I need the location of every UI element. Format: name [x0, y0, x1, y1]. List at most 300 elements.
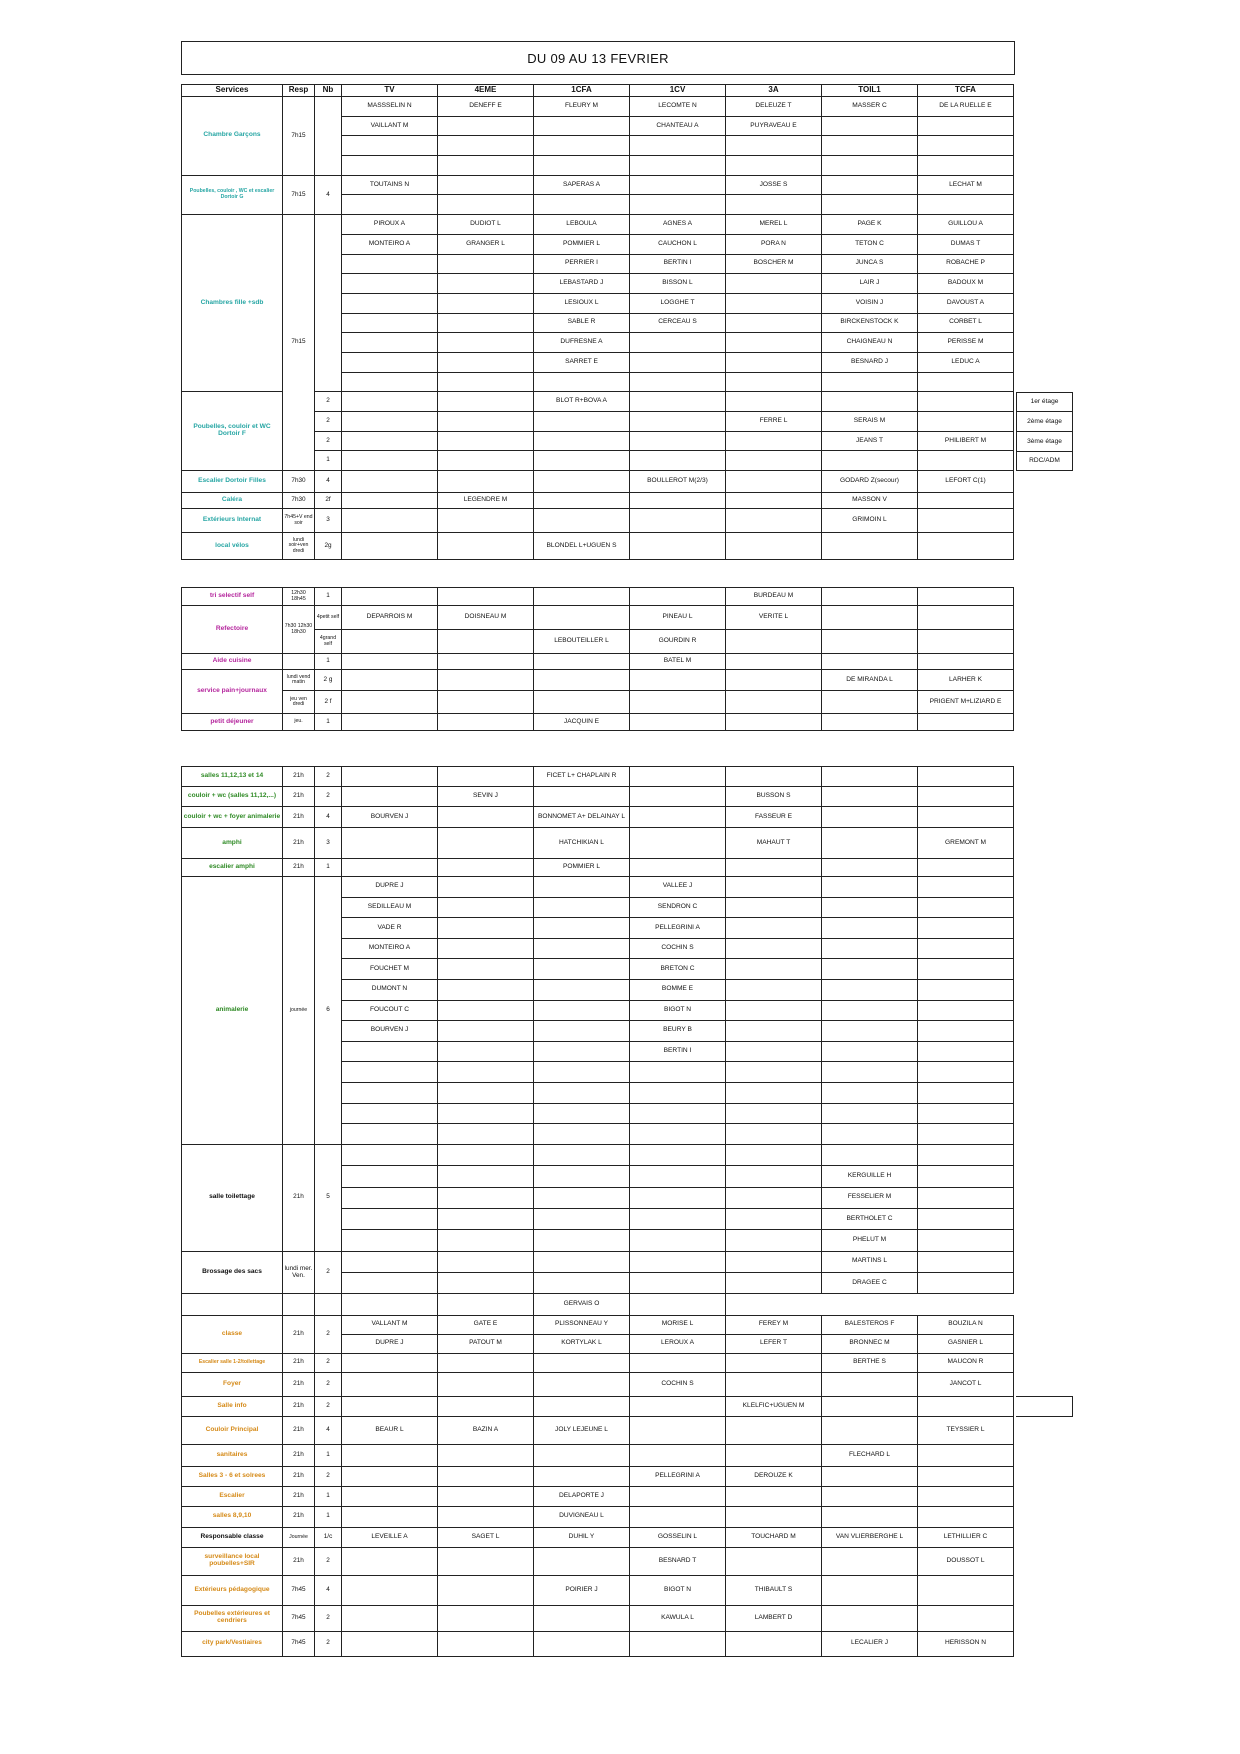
empty-slot-cell — [438, 451, 534, 471]
count-cell: 2 — [315, 1466, 342, 1486]
student-name-cell: LESIOUX L — [534, 293, 630, 313]
service-label: Poubelles extérieures et cendriers — [182, 1605, 283, 1631]
schedule-row — [182, 175, 1014, 195]
student-name-cell: SAGET L — [438, 1527, 534, 1547]
schedule-table-3 — [181, 766, 1014, 1657]
empty-slot-cell — [630, 451, 726, 471]
empty-slot-cell — [342, 1486, 438, 1506]
count-cell: 2 — [315, 1353, 342, 1372]
student-name-cell: DOISNEAU M — [438, 606, 534, 630]
student-name-cell: BERTHE S — [822, 1353, 918, 1372]
count-cell: 2 — [315, 787, 342, 807]
count-cell: 4 — [315, 471, 342, 493]
service-label: amphi — [182, 828, 283, 859]
empty-slot-cell — [534, 1103, 630, 1124]
empty-slot-cell — [822, 1372, 918, 1396]
empty-slot-cell — [918, 1251, 1014, 1272]
empty-slot-cell — [534, 654, 630, 670]
student-name-cell: DE LA RUELLE E — [918, 97, 1014, 117]
empty-slot-cell — [822, 1396, 918, 1416]
empty-slot-cell — [918, 588, 1014, 606]
empty-slot-cell — [822, 897, 918, 918]
empty-slot-cell — [726, 630, 822, 654]
empty-slot-cell — [822, 533, 918, 560]
empty-slot-cell — [726, 1273, 822, 1294]
student-name-cell: POIRIER J — [534, 1575, 630, 1605]
resp-time-cell: 21h — [283, 859, 315, 877]
schedule-row — [182, 533, 1014, 560]
student-name-cell: DENEFF E — [438, 97, 534, 117]
schedule-row — [182, 1605, 1014, 1631]
count-cell: 4petit self — [315, 606, 342, 630]
empty-slot-cell — [918, 859, 1014, 877]
student-name-cell: MAHAUT T — [726, 828, 822, 859]
empty-slot-cell — [630, 533, 726, 560]
count-cell: 1 — [315, 451, 342, 471]
student-name-cell: BAZIN A — [438, 1416, 534, 1444]
empty-slot-cell — [342, 533, 438, 560]
count-cell — [315, 215, 342, 392]
empty-slot-cell — [630, 195, 726, 215]
service-label: service pain+journaux — [182, 670, 283, 714]
count-cell: 3 — [315, 509, 342, 533]
resp-time-cell: 7h45 — [283, 1605, 315, 1631]
page-title: DU 09 AU 13 FEVRIER — [181, 41, 1015, 75]
empty-slot-cell — [630, 670, 726, 691]
student-name-cell: LAMBERT D — [726, 1605, 822, 1631]
empty-slot-cell — [342, 828, 438, 859]
schedule-row — [182, 1396, 1014, 1416]
student-name-cell: BIGOT N — [630, 1575, 726, 1605]
student-name-cell: HERISSON N — [918, 1631, 1014, 1656]
empty-slot-cell — [630, 1506, 726, 1527]
empty-slot-cell — [438, 1273, 534, 1294]
empty-slot-cell — [822, 156, 918, 176]
empty-slot-cell — [534, 1547, 630, 1575]
service-label: Extérieurs Internat — [182, 509, 283, 533]
empty-slot-cell — [342, 392, 438, 412]
schedule-row — [182, 877, 1014, 898]
empty-slot-cell — [534, 1062, 630, 1083]
empty-slot-cell — [726, 1230, 822, 1251]
student-name-cell: FESSELIER M — [822, 1187, 918, 1208]
student-name-cell: JOSSE S — [726, 175, 822, 195]
service-label: Foyer — [182, 1372, 283, 1396]
empty-slot-cell — [534, 1372, 630, 1396]
empty-slot-cell — [342, 691, 438, 714]
schedule-row — [182, 828, 1014, 859]
empty-slot-cell — [438, 1000, 534, 1021]
student-name-cell: FOUCHET M — [342, 959, 438, 980]
student-name-cell: DE MIRANDA L — [822, 670, 918, 691]
empty-slot-cell — [342, 493, 438, 509]
empty-slot-cell — [438, 938, 534, 959]
empty-slot-cell — [822, 1144, 918, 1165]
student-name-cell: LECHAT M — [918, 175, 1014, 195]
empty-slot-cell — [822, 372, 918, 392]
count-cell: 1 — [315, 714, 342, 731]
resp-time-cell: 21h — [283, 1144, 315, 1251]
empty-slot-cell — [438, 136, 534, 156]
empty-slot-cell — [726, 918, 822, 939]
resp-time-cell — [283, 654, 315, 670]
empty-slot-cell — [822, 828, 918, 859]
empty-slot-cell — [726, 1103, 822, 1124]
resp-time-cell: 21h — [283, 807, 315, 828]
empty-slot-cell — [438, 372, 534, 392]
column-header-1cv: 1CV — [630, 85, 726, 97]
schedule-row — [182, 1315, 1014, 1334]
empty-slot-cell — [918, 451, 1014, 471]
student-name-cell: PLISSONNEAU Y — [534, 1315, 630, 1334]
empty-slot-cell — [918, 1124, 1014, 1145]
empty-slot-cell — [342, 1187, 438, 1208]
student-name-cell: BOSCHER M — [726, 254, 822, 274]
student-name-cell: CHAIGNEAU N — [822, 333, 918, 353]
student-name-cell: DUMONT N — [342, 979, 438, 1000]
empty-slot-cell — [342, 1103, 438, 1124]
resp-time-cell: 21h — [283, 1396, 315, 1416]
student-name-cell: JEANS T — [822, 431, 918, 451]
resp-time-cell: lundi soir+ven dredi — [283, 533, 315, 560]
empty-slot-cell — [342, 1506, 438, 1527]
student-name-cell: PRIGENT M+LIZIARD E — [918, 691, 1014, 714]
count-cell: 2 — [315, 1605, 342, 1631]
empty-slot-cell — [630, 767, 726, 787]
schedule-row — [182, 1527, 1014, 1547]
student-name-cell: ROBACHE P — [918, 254, 1014, 274]
empty-slot-cell — [726, 195, 822, 215]
student-name-cell: BRETON C — [630, 959, 726, 980]
empty-slot-cell — [630, 1166, 726, 1187]
student-name-cell: DUPRE J — [342, 1334, 438, 1353]
empty-slot-cell — [822, 1103, 918, 1124]
empty-slot-cell — [438, 1444, 534, 1466]
student-name-cell: VAILLANT M — [342, 116, 438, 136]
empty-slot-cell — [283, 1294, 315, 1315]
student-name-cell: DELAPORTE J — [534, 1486, 630, 1506]
empty-slot-cell — [918, 1486, 1014, 1506]
empty-slot-cell — [438, 654, 534, 670]
student-name-cell: GOSSELIN L — [630, 1527, 726, 1547]
student-name-cell: DUHIL Y — [534, 1527, 630, 1547]
empty-slot-cell — [918, 195, 1014, 215]
resp-time-cell: 21h — [283, 1444, 315, 1466]
student-name-cell: LEFORT C(1) — [918, 471, 1014, 493]
student-name-cell: GATE E — [438, 1315, 534, 1334]
student-name-cell: MASSSELIN N — [342, 97, 438, 117]
empty-slot-cell — [438, 714, 534, 731]
empty-slot-cell — [822, 1575, 918, 1605]
empty-slot-cell — [726, 293, 822, 313]
empty-slot-cell — [726, 431, 822, 451]
student-name-cell: SEDILLEAU M — [342, 897, 438, 918]
empty-slot-cell — [726, 767, 822, 787]
student-name-cell: DEPARROIS M — [342, 606, 438, 630]
service-label: couloir + wc + foyer animalerie — [182, 807, 283, 828]
empty-slot-cell — [534, 1230, 630, 1251]
service-label: Refectoire — [182, 606, 283, 654]
empty-slot-cell — [534, 588, 630, 606]
schedule-row — [182, 1353, 1014, 1372]
empty-slot-cell — [438, 1166, 534, 1187]
empty-slot-cell — [438, 1187, 534, 1208]
service-label: couloir + wc (salles 11,12,...) — [182, 787, 283, 807]
empty-slot-cell — [918, 938, 1014, 959]
resp-time-cell: 21h — [283, 1466, 315, 1486]
student-name-cell: BEAUR L — [342, 1416, 438, 1444]
count-cell: 2 — [315, 1372, 342, 1396]
empty-slot-cell — [822, 1082, 918, 1103]
empty-slot-cell — [726, 1486, 822, 1506]
empty-slot-cell — [438, 1230, 534, 1251]
empty-slot-cell — [726, 533, 822, 560]
student-name-cell: JACQUIN E — [534, 714, 630, 731]
empty-slot-cell — [534, 156, 630, 176]
empty-slot-cell — [534, 136, 630, 156]
empty-slot-cell — [822, 630, 918, 654]
count-cell: 4 — [315, 175, 342, 214]
schedule-row — [182, 588, 1014, 606]
schedule-row — [182, 1416, 1014, 1444]
floor-label: 1er étage — [1016, 392, 1073, 413]
empty-slot-cell — [438, 670, 534, 691]
empty-slot-cell — [726, 1208, 822, 1229]
empty-slot-cell — [726, 451, 822, 471]
empty-slot-cell — [726, 1251, 822, 1272]
empty-slot-cell — [918, 1575, 1014, 1605]
count-cell: 2g — [315, 533, 342, 560]
empty-slot-cell — [438, 807, 534, 828]
service-label: Escalier Dortoir Filles — [182, 471, 283, 493]
student-name-cell: COCHIN S — [630, 938, 726, 959]
empty-slot-cell — [918, 136, 1014, 156]
student-name-cell: SEVIN J — [438, 787, 534, 807]
empty-slot-cell — [630, 156, 726, 176]
student-name-cell: CAUCHON L — [630, 234, 726, 254]
resp-time-cell: 7h45 — [283, 1575, 315, 1605]
service-label: surveillance local poubelles+SIR — [182, 1547, 283, 1575]
student-name-cell: VAN VLIERBERGHE L — [822, 1527, 918, 1547]
empty-slot-cell — [182, 1294, 283, 1315]
empty-slot-cell — [630, 588, 726, 606]
student-name-cell: SAPERAS A — [534, 175, 630, 195]
empty-slot-cell — [342, 1166, 438, 1187]
empty-slot-cell — [822, 691, 918, 714]
empty-slot-cell — [726, 859, 822, 877]
empty-slot-cell — [342, 293, 438, 313]
empty-slot-cell — [918, 807, 1014, 828]
empty-slot-cell — [726, 509, 822, 533]
student-name-cell: PERRIER I — [534, 254, 630, 274]
student-name-cell: LEBOULA — [534, 215, 630, 235]
student-name-cell: FICET L+ CHAPLAIN R — [534, 767, 630, 787]
empty-slot-cell — [438, 1466, 534, 1486]
service-label: Chambre Garçons — [182, 97, 283, 176]
student-name-cell: LEBOUTEILLER L — [534, 630, 630, 654]
empty-slot-cell — [822, 116, 918, 136]
student-name-cell: DOUSSOT L — [918, 1547, 1014, 1575]
empty-slot-cell — [342, 1144, 438, 1165]
empty-slot-cell — [822, 1021, 918, 1042]
empty-slot-cell — [726, 372, 822, 392]
empty-slot-cell — [918, 1208, 1014, 1229]
empty-slot-cell — [342, 1082, 438, 1103]
empty-slot-cell — [726, 670, 822, 691]
empty-slot-cell — [630, 1486, 726, 1506]
student-name-cell: BADOUX M — [918, 274, 1014, 294]
empty-slot-cell — [726, 1082, 822, 1103]
schedule-row — [182, 1547, 1014, 1575]
empty-slot-cell — [726, 313, 822, 333]
empty-slot-cell — [342, 1547, 438, 1575]
resp-time-cell: lundi mer. Ven. — [283, 1251, 315, 1294]
student-name-cell: VADE R — [342, 918, 438, 939]
empty-slot-cell — [630, 509, 726, 533]
student-name-cell: GRIMOIN L — [822, 509, 918, 533]
service-label: animalerie — [182, 877, 283, 1145]
student-name-cell: DAVOUST A — [918, 293, 1014, 313]
student-name-cell: DUVIGNEAU L — [534, 1506, 630, 1527]
student-name-cell: VOISIN J — [822, 293, 918, 313]
count-cell: 2 — [315, 412, 342, 432]
empty-slot-cell — [822, 787, 918, 807]
empty-slot-cell — [342, 274, 438, 294]
student-name-cell: THIBAULT S — [726, 1575, 822, 1605]
service-label: Responsable classe — [182, 1527, 283, 1547]
count-cell: 2 — [315, 767, 342, 787]
student-name-cell: LOGGHE T — [630, 293, 726, 313]
empty-slot-cell — [438, 1372, 534, 1396]
empty-slot-cell — [438, 1353, 534, 1372]
schedule-row — [182, 1444, 1014, 1466]
empty-slot-cell — [726, 714, 822, 731]
empty-slot-cell — [438, 1575, 534, 1605]
empty-slot-cell — [918, 1103, 1014, 1124]
student-name-cell: BUSSON S — [726, 787, 822, 807]
empty-slot-cell — [726, 654, 822, 670]
student-name-cell: POMMIER L — [534, 234, 630, 254]
empty-slot-cell — [918, 1230, 1014, 1251]
student-name-cell: TEYSSIER L — [918, 1416, 1014, 1444]
empty-slot-cell — [630, 1631, 726, 1656]
student-name-cell: CERCEAU S — [630, 313, 726, 333]
service-label: escalier amphi — [182, 859, 283, 877]
floor-label: RDC/ADM — [1016, 451, 1073, 472]
empty-slot-cell — [630, 1103, 726, 1124]
empty-slot-cell — [630, 493, 726, 509]
empty-slot-cell — [534, 938, 630, 959]
empty-slot-cell — [534, 372, 630, 392]
empty-slot-cell — [534, 877, 630, 898]
empty-slot-cell — [342, 372, 438, 392]
empty-slot-cell — [918, 533, 1014, 560]
empty-slot-cell — [630, 1444, 726, 1466]
empty-slot-cell — [534, 509, 630, 533]
student-name-cell: KAWULA L — [630, 1605, 726, 1631]
schedule-row — [182, 767, 1014, 787]
empty-slot-cell — [822, 938, 918, 959]
empty-slot-cell — [342, 1631, 438, 1656]
empty-slot-cell — [438, 1062, 534, 1083]
empty-slot-cell — [726, 1000, 822, 1021]
empty-slot-cell — [918, 1187, 1014, 1208]
schedule-row — [182, 807, 1014, 828]
empty-slot-cell — [438, 1208, 534, 1229]
empty-slot-cell — [726, 1062, 822, 1083]
student-name-cell: PELLEGRINI A — [630, 1466, 726, 1486]
count-cell: 2 — [315, 1631, 342, 1656]
resp-time-cell: 7h30 — [283, 493, 315, 509]
empty-slot-cell — [438, 175, 534, 195]
empty-slot-cell — [342, 1444, 438, 1466]
empty-slot-cell — [534, 1605, 630, 1631]
resp-time-cell: 21h — [283, 1315, 315, 1353]
count-cell: 4 — [315, 807, 342, 828]
empty-slot-cell — [534, 1396, 630, 1416]
student-name-cell: LECALIER J — [822, 1631, 918, 1656]
empty-slot-cell — [822, 195, 918, 215]
empty-slot-cell — [534, 431, 630, 451]
student-name-cell: BOUZILA N — [918, 1315, 1014, 1334]
empty-slot-cell — [438, 1605, 534, 1631]
count-cell: 2 f — [315, 691, 342, 714]
student-name-cell: DUMAS T — [918, 234, 1014, 254]
empty-slot-cell — [630, 175, 726, 195]
student-name-cell: BESNARD J — [822, 352, 918, 372]
empty-slot-cell — [534, 1166, 630, 1187]
empty-slot-cell — [342, 1124, 438, 1145]
empty-slot-cell — [918, 372, 1014, 392]
student-name-cell: FLECHARD L — [822, 1444, 918, 1466]
resp-time-cell: jeu ven dredi — [283, 691, 315, 714]
empty-slot-cell — [918, 918, 1014, 939]
empty-slot-cell — [630, 412, 726, 432]
resp-time-cell: 21h — [283, 1353, 315, 1372]
empty-slot-cell — [438, 471, 534, 493]
count-cell: 4 — [315, 1575, 342, 1605]
empty-slot-cell — [822, 1416, 918, 1444]
resp-time-cell: 7h45+V end soir — [283, 509, 315, 533]
empty-slot-cell — [918, 787, 1014, 807]
empty-slot-cell — [822, 175, 918, 195]
empty-slot-cell — [918, 156, 1014, 176]
service-label: Chambres fille +sdb — [182, 215, 283, 392]
empty-slot-cell — [918, 1041, 1014, 1062]
empty-slot-cell — [822, 451, 918, 471]
empty-slot-cell — [630, 431, 726, 451]
student-name-cell: DUDIOT L — [438, 215, 534, 235]
empty-slot-cell — [822, 1466, 918, 1486]
empty-slot-cell — [918, 1466, 1014, 1486]
empty-slot-cell — [342, 1353, 438, 1372]
empty-slot-cell — [918, 1082, 1014, 1103]
empty-slot-cell — [534, 1444, 630, 1466]
empty-slot-cell — [534, 1021, 630, 1042]
student-name-cell: BEURY B — [630, 1021, 726, 1042]
student-name-cell: FEREY M — [726, 1315, 822, 1334]
student-name-cell: DELEUZE T — [726, 97, 822, 117]
empty-slot-cell — [534, 1187, 630, 1208]
schedule-row — [182, 1486, 1014, 1506]
empty-slot-cell — [438, 918, 534, 939]
empty-slot-cell — [438, 828, 534, 859]
count-cell: 2 — [315, 1396, 342, 1416]
column-header-toil1: TOIL1 — [822, 85, 918, 97]
empty-slot-cell — [630, 352, 726, 372]
empty-slot-cell — [342, 451, 438, 471]
empty-slot-cell — [534, 1251, 630, 1272]
